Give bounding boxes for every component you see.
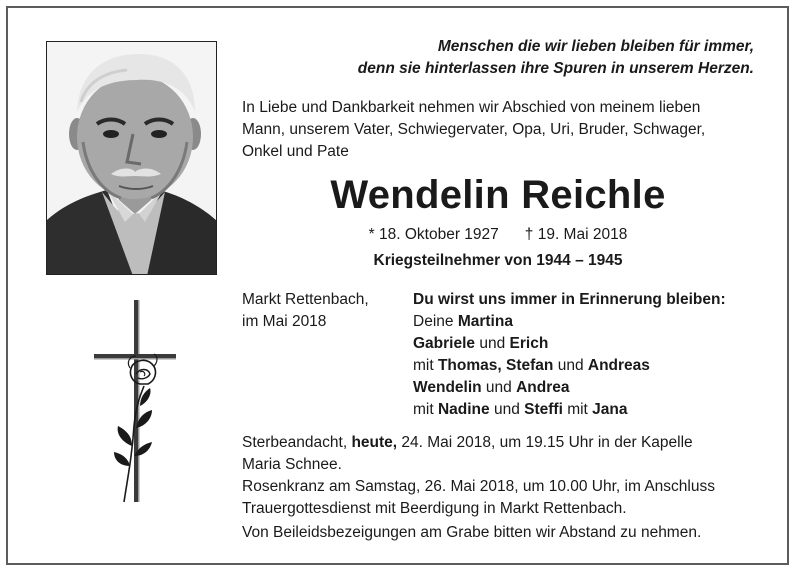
- service-info: [242, 432, 772, 520]
- birth-date: * 18. Oktober 1927: [368, 226, 499, 243]
- family-member: Wendelin: [413, 379, 482, 396]
- place-and-date: [242, 289, 412, 333]
- family-row: [413, 333, 763, 355]
- service-line: Rosenkranz am Samstag, 26. Mai 2018, um 10.00 Uhr, im Anschluss: [242, 478, 715, 495]
- family-member: Nadine: [437, 401, 490, 418]
- family-row: [413, 355, 763, 377]
- text: Sterbeandacht,: [242, 434, 352, 451]
- motto-line: denn sie hinterlassen ihre Spuren in unserem Herzen.: [357, 60, 754, 77]
- intro-text: [242, 97, 762, 163]
- family-member: Thomas, Stefan: [437, 357, 554, 374]
- text: mit: [413, 401, 438, 418]
- service-line: [242, 432, 772, 454]
- family-heading: Du wirst uns immer in Erinnerung bleiben:: [413, 291, 726, 308]
- death-date: † 19. Mai 2018: [524, 226, 628, 243]
- family-row: [413, 399, 763, 421]
- service-line: Maria Schnee.: [242, 456, 342, 473]
- family-row: [413, 311, 763, 333]
- service-line: Trauergottesdienst mit Beerdigung in Markt Rettenbach.: [242, 500, 627, 517]
- family-member: Martina: [457, 313, 513, 330]
- place-line: Markt Rettenbach,: [242, 291, 369, 308]
- today-emphasis: heute,: [351, 434, 398, 451]
- family-member: Jana: [592, 401, 628, 418]
- motto-line: Menschen die wir lieben bleiben für immer,: [437, 38, 754, 55]
- intro-line: Mann, unserem Vater, Schwiegervater, Opa, Uri, Bruder, Schwager,: [242, 121, 706, 138]
- text: und: [489, 401, 525, 418]
- text: und: [553, 357, 588, 374]
- date-line: im Mai 2018: [242, 313, 327, 330]
- family-member: Andrea: [516, 379, 570, 396]
- portrait-photo: [46, 41, 217, 275]
- life-dates: [242, 224, 754, 246]
- text: Deine: [413, 313, 458, 330]
- family-row: [413, 377, 763, 399]
- veteran-note: Kriegsteilnehmer von 1944 – 1945: [373, 252, 623, 269]
- family-member: Erich: [509, 335, 549, 352]
- deceased-name: Wendelin Reichle: [330, 173, 666, 217]
- intro-line: Onkel und Pate: [242, 143, 349, 160]
- motto-quote: [234, 36, 754, 80]
- family-member: Steffi: [524, 401, 563, 418]
- family-member: Gabriele: [413, 335, 476, 352]
- text: und: [475, 335, 510, 352]
- family-member: Andreas: [587, 357, 650, 374]
- text: 24. Mai 2018, um 19.15 Uhr in der Kapelle: [397, 434, 693, 451]
- intro-line: In Liebe und Dankbarkeit nehmen wir Abschied von meinem lieben: [242, 99, 701, 116]
- text: mit: [562, 401, 593, 418]
- text: und: [481, 379, 517, 396]
- text: mit: [413, 357, 438, 374]
- family-list: [413, 289, 763, 421]
- cross-with-rose-icon: [88, 296, 188, 506]
- closing-note: Von Beileidsbezeigungen am Grabe bitten wir Abstand zu nehmen.: [242, 524, 702, 541]
